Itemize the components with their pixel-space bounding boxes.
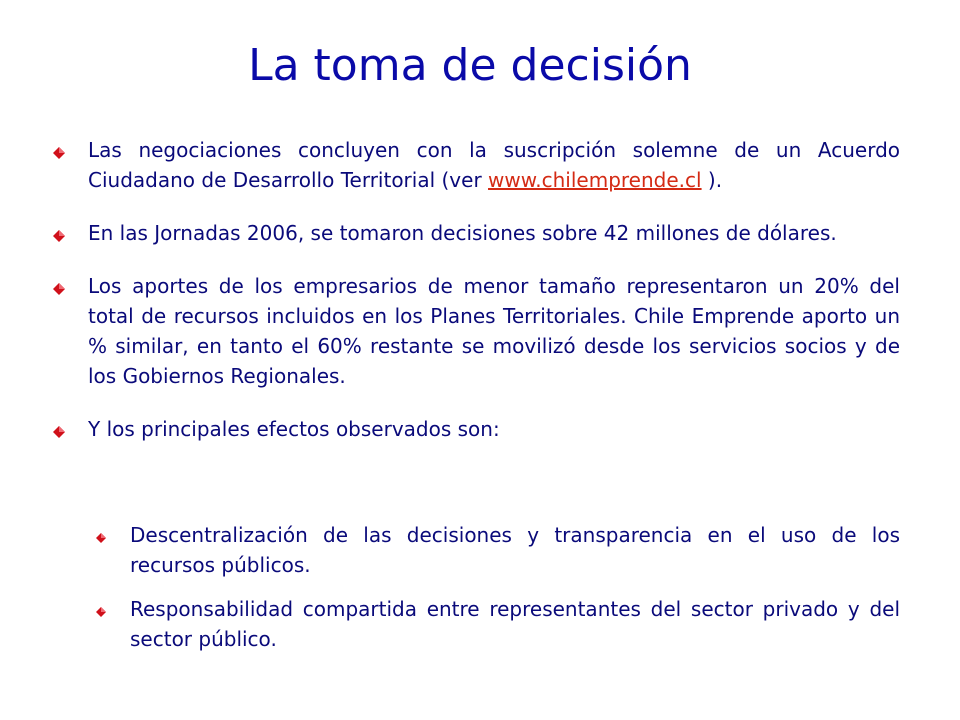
bullet-text: En las Jornadas 2006, se tomaron decisiones sobre 42 millones de dólares. [88, 221, 837, 245]
bullet-text: Los aportes de los empresarios de menor tamaño representaron un 20% del total de recursos incluidos en los Planes Territoriales. Chile Emprende aporto un % similar, en tanto el 60% restante se movilizó desde los servicios socios y de los Gobiernos Regionales. [88, 274, 900, 388]
diamond-bullet-icon [53, 283, 65, 295]
sub-bullet-text: Descentralización de las decisiones y transparencia en el uso de los recursos públicos. [130, 523, 900, 577]
sub-bullet-text: Responsabilidad compartida entre representantes del sector privado y del sector público. [130, 597, 900, 651]
diamond-bullet-icon [96, 533, 106, 543]
sub-bullet-item-1 [82, 520, 900, 580]
bullet-item-4 [50, 414, 900, 444]
diamond-bullet-icon [96, 607, 106, 617]
diamond-bullet-icon [53, 230, 65, 242]
sub-bullet-list [82, 520, 900, 668]
bullet-text: Las negociaciones concluyen con la suscripción solemne de un Acuerdo Ciudadano de Desarrollo Territorial (ver [88, 138, 900, 192]
diamond-bullet-icon [53, 147, 65, 159]
diamond-bullet-icon [53, 426, 65, 438]
bullet-item-3 [50, 271, 900, 391]
bullet-list [50, 135, 900, 466]
bullet-text-end: ). [701, 168, 723, 192]
bullet-item-1 [50, 135, 900, 195]
chilemprende-link[interactable]: www.chilemprende.cl [488, 168, 702, 192]
bullet-text: Y los principales efectos observados son: [88, 417, 500, 441]
slide-title: La toma de decisión [248, 40, 692, 91]
sub-bullet-item-2 [82, 594, 900, 654]
bullet-item-2 [50, 218, 900, 248]
